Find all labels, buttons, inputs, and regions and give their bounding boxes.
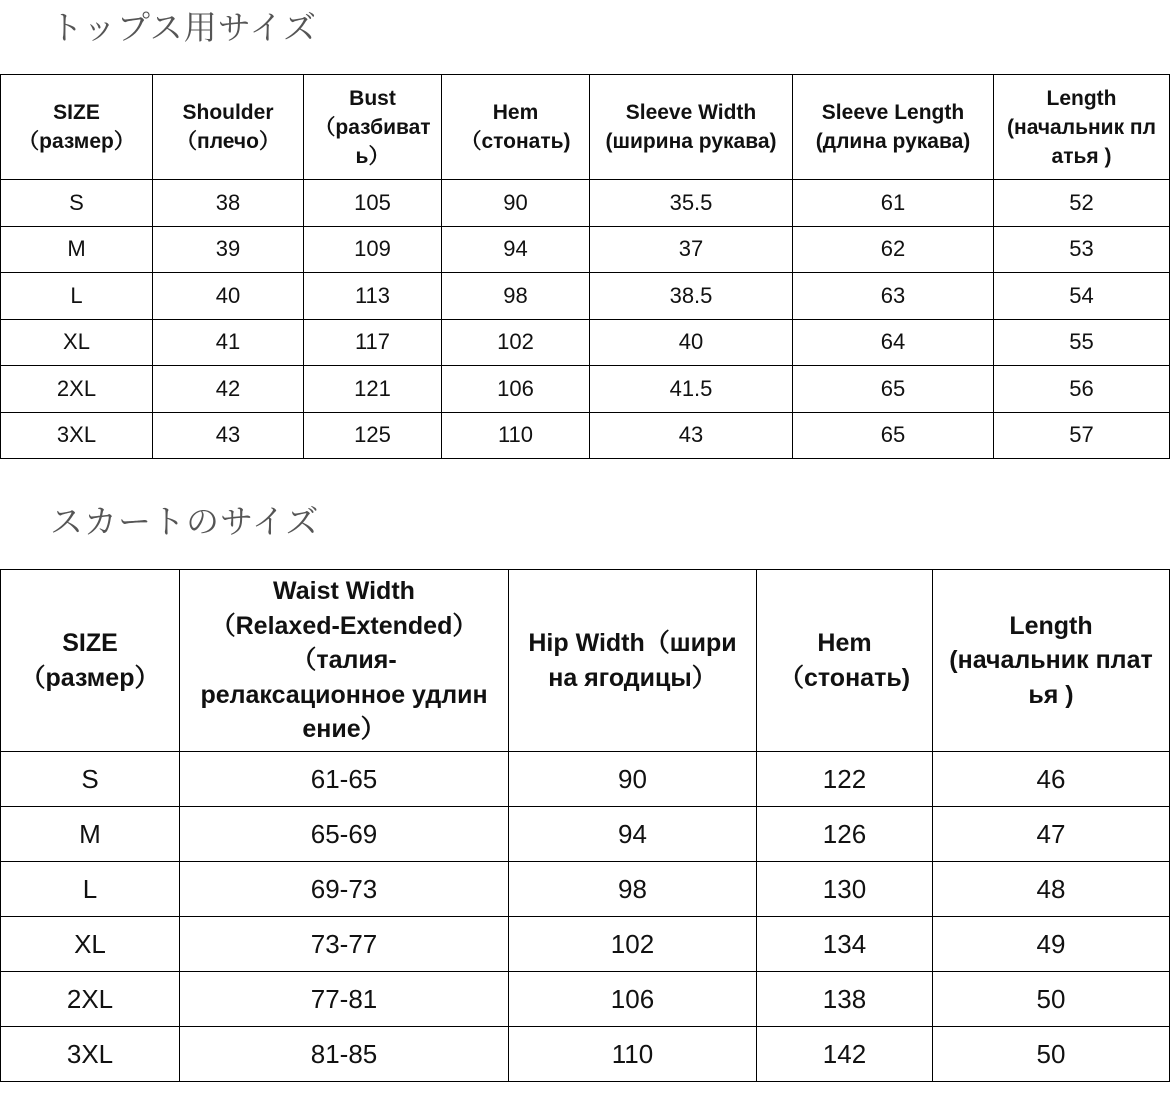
table-cell: 110 [509,1027,757,1082]
table-row [1,366,1170,413]
table-cell: 49 [933,917,1170,972]
table-cell: 61 [793,180,994,227]
table-cell: L [1,862,180,917]
table-cell: 106 [509,972,757,1027]
table-cell: 81-85 [180,1027,509,1082]
header-waist-width: Waist Width （Relaxed-Extended） （талия- релаксационное удлин ение） [180,570,509,752]
table-header-row [1,75,1170,180]
table-cell: 106 [442,366,590,413]
table-cell: 43 [153,412,304,459]
table-cell: 54 [994,273,1170,320]
table-cell: 38.5 [590,273,793,320]
header-sleeve-width: Sleeve Width (ширина рукава) [590,75,793,180]
table-cell: 90 [509,752,757,807]
table-header-row [1,570,1170,752]
table-cell: M [1,226,153,273]
header-size: SIZE （размер） [1,570,180,752]
skirt-size-title: スカートのサイズ [50,502,320,541]
table-cell: 126 [757,807,933,862]
table-cell: 41 [153,319,304,366]
header-sleeve-length: Sleeve Length (длина рукава) [793,75,994,180]
header-hem: Hem （стонать) [442,75,590,180]
table-cell: 3XL [1,1027,180,1082]
table-cell: 39 [153,226,304,273]
table-cell: 3XL [1,412,153,459]
table-cell: 122 [757,752,933,807]
table-cell: 46 [933,752,1170,807]
table-cell: 52 [994,180,1170,227]
table-cell: 94 [442,226,590,273]
header-bust: Bust （разбиват ь） [304,75,442,180]
table-cell: 73-77 [180,917,509,972]
table-cell: 40 [153,273,304,320]
table-cell: M [1,807,180,862]
table-row [1,807,1170,862]
table-cell: 65 [793,366,994,413]
table-cell: 130 [757,862,933,917]
table-row [1,319,1170,366]
table-cell: 64 [793,319,994,366]
header-size: SIZE （размер） [1,75,153,180]
table-cell: 117 [304,319,442,366]
table-cell: 56 [994,366,1170,413]
table-cell: 90 [442,180,590,227]
table-cell: 98 [509,862,757,917]
table-cell: 113 [304,273,442,320]
tops-size-title: トップス用サイズ [50,8,318,47]
table-cell: 53 [994,226,1170,273]
header-hip-width: Hip Width（шири на ягодицы） [509,570,757,752]
header-shoulder: Shoulder （плечо） [153,75,304,180]
table-cell: 69-73 [180,862,509,917]
tops-size-table [0,74,1170,459]
table-cell: 110 [442,412,590,459]
table-cell: 38 [153,180,304,227]
table-cell: 48 [933,862,1170,917]
table-row [1,273,1170,320]
table-cell: 35.5 [590,180,793,227]
table-cell: 105 [304,180,442,227]
table-cell: 61-65 [180,752,509,807]
table-cell: 98 [442,273,590,320]
table-cell: 63 [793,273,994,320]
table-cell: 43 [590,412,793,459]
table-cell: S [1,180,153,227]
table-cell: 65 [793,412,994,459]
table-cell: 62 [793,226,994,273]
table-cell: 121 [304,366,442,413]
skirt-size-table [0,569,1170,1082]
table-cell: 40 [590,319,793,366]
header-hem: Hem （стонать) [757,570,933,752]
table-cell: 2XL [1,366,153,413]
table-row [1,972,1170,1027]
table-cell: XL [1,319,153,366]
table-cell: 50 [933,972,1170,1027]
table-cell: 142 [757,1027,933,1082]
table-cell: 57 [994,412,1170,459]
table-cell: 77-81 [180,972,509,1027]
table-row [1,1027,1170,1082]
table-cell: 102 [442,319,590,366]
table-cell: L [1,273,153,320]
table-cell: S [1,752,180,807]
table-cell: 50 [933,1027,1170,1082]
table-cell: 102 [509,917,757,972]
table-row [1,752,1170,807]
header-length: Length (начальник плат ья ) [933,570,1170,752]
table-cell: 109 [304,226,442,273]
header-length: Length (начальник пл атья ) [994,75,1170,180]
table-row [1,180,1170,227]
table-cell: XL [1,917,180,972]
table-cell: 138 [757,972,933,1027]
table-row [1,412,1170,459]
table-cell: 134 [757,917,933,972]
table-cell: 41.5 [590,366,793,413]
table-row [1,862,1170,917]
table-cell: 42 [153,366,304,413]
table-cell: 65-69 [180,807,509,862]
table-cell: 2XL [1,972,180,1027]
table-cell: 94 [509,807,757,862]
table-cell: 37 [590,226,793,273]
table-cell: 47 [933,807,1170,862]
table-cell: 125 [304,412,442,459]
table-cell: 55 [994,319,1170,366]
table-row [1,917,1170,972]
table-row [1,226,1170,273]
